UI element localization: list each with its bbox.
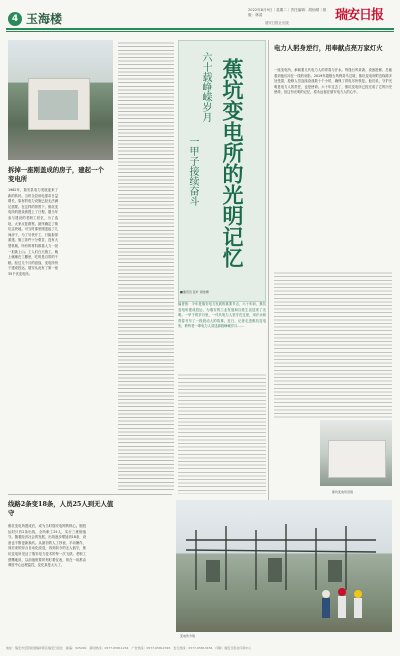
lead-story-title: 蕉坑变电所的光明记忆: [220, 58, 245, 268]
lead-story-byline: ■通讯员 张叶 胡怡晴: [180, 290, 209, 294]
left-bottom-body-col2: [90, 524, 170, 636]
edition-line: 瑞安日报社出版: [265, 21, 289, 25]
left-bottom-body: 蕉坑变电所建成后，成为当时瑞安电网的核心。刚投运时只有2条出线，全所职工25人，实行三班倒值守。随着经济社会的发展，出线逐步增加到18条，设备也不断更新换代。从最初的人工抄表、手动操作，到后来的综合自动化改造，再到如今的无人值守，蕉坑变电所见证了瑞安电力技术的每一次飞跃。老职工感慨地说，以前值班要时刻盯着仪表，现在一切都由调度中心远程监控，变化真是太大了。: [8, 524, 86, 568]
lead-story-body-cont: [178, 372, 266, 494]
page-footer: 地址：瑞安市安阳街道瑞祥新区瑞安日报社 邮编：325200 新闻热线：0577-65811234 广告热线：0577-65812345 发行热线：0577-65813456 印刷：瑞安日报社印务中心: [6, 646, 252, 650]
left-top-headline: 拆掉一座刚盖成的房子，建起一个变电所: [8, 166, 104, 183]
lead-story-subtitle-2: 一甲子接续奋斗: [187, 136, 198, 206]
right-photo: [320, 420, 392, 486]
header-rule: [6, 28, 394, 30]
section-title: 玉海楼: [26, 12, 63, 26]
lead-story-subtitle-1: 六十载峥嵘岁月: [200, 52, 211, 122]
left-top-body: 1962年，瑞安县电力发展迎来了新的转折。当时全县用电需求日益增长，原有的电力设施已经无法满足需要。在这样的背景下，蕉坑变电所的建设被提上了日程。据当年参与建设的老职工回忆，为了选址，大家反复勘察，最终确定了蕉坑这块地。可当时那里刚盖起了几间房子，为了尽快开工，只能拆掉重建。施工条件十分艰苦，没有大型机械，所有的材料都靠人力一担一担挑上山。工人们白天施工，晚上就睡在工棚里，吃的是自带的干粮。经过几个月的奋战，变电所终于建成投运，瑞安从此有了第一座35千伏变电所。: [8, 188, 58, 276]
header-rule-thin: [6, 31, 394, 32]
right-top-body-cont: [274, 270, 392, 420]
page-number-badge: 4: [8, 12, 22, 26]
right-photo-caption: 蕉坑变电所旧貌: [332, 490, 354, 494]
left-top-body-col2: [62, 188, 112, 436]
right-divider: [268, 40, 269, 500]
left-top-photo: [8, 40, 113, 160]
middle-left-body: [118, 40, 174, 490]
right-top-headline: 电力人躬身逆行，用奉献点亮万家灯火: [274, 44, 383, 52]
left-divider: [8, 494, 172, 495]
bottom-photo-caption: 变电所今貌: [180, 634, 196, 638]
issue-date-line: 2022年8月9日｜星期二｜责任编辑：胡怡晴｜排版：林清: [248, 8, 327, 17]
lead-story-body: 编者按：今年是瑞安电力发展的重要节点，六十年前，蕉坑变电所建成投运，为瑞安的工业发展和百姓生活送来了光明。一甲子的岁月里，一代代电力人坚守在这里，用汗水和青春书写了一段段动人的故事。近日，记者走进蕉坑变电所，聆听老一辈电力人讲述那段峥嵘岁月……: [178, 302, 266, 329]
right-top-body: 一座变电所，承载着几代电力人的青春与汗水。每逢台风来袭、设备抢修，总能看到他们冲在一线的身影。2019年超强台风利奇马过境，蕉坑变电所附近线路多处受损，抢修人员连续奋战数十个小时，确保了供电尽快恢复。他们说，守护光明是电力人的责任，也是使命。六十年过去了，蕉坑变电所已经完成了它的历史使命，但这份光明的记忆，将永远留在瑞安电力人的心中。: [274, 68, 392, 95]
newspaper-logo: 瑞安日报: [335, 8, 384, 23]
bottom-substation-photo: [176, 500, 392, 632]
left-bottom-headline: 线路2条变18条，人员25人到无人值守: [8, 500, 114, 517]
